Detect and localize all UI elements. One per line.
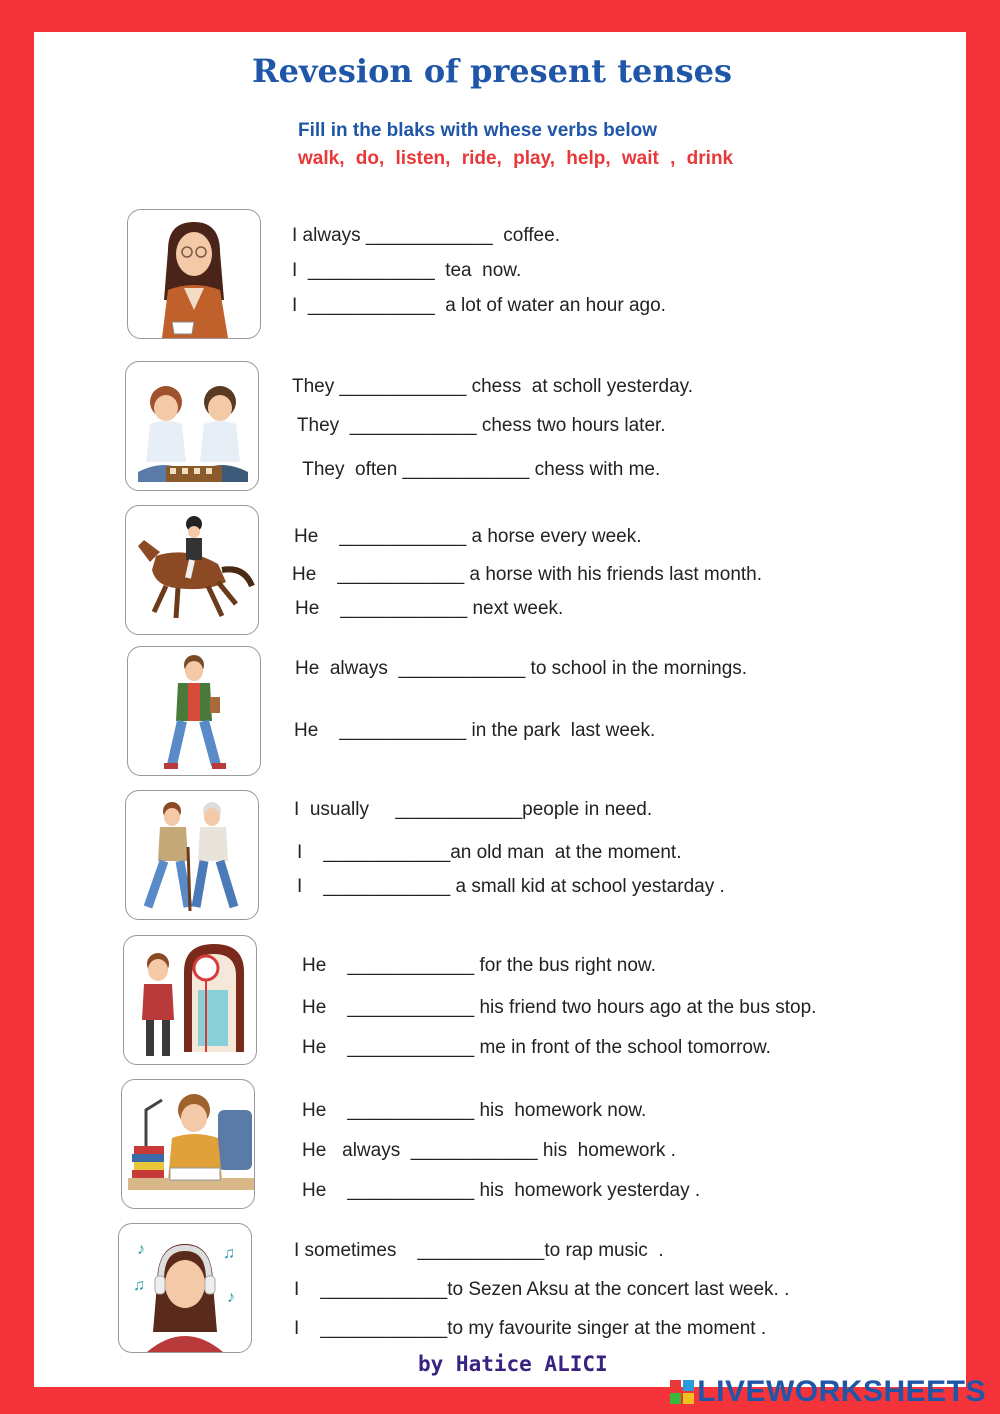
man-helping-elderly-picture bbox=[125, 790, 259, 920]
page-title: Revesion of present tenses bbox=[251, 52, 733, 90]
sentence-line: He ____________ a horse with his friends last month. bbox=[292, 564, 763, 585]
sentence-line: He ____________ a horse every week. bbox=[294, 526, 642, 547]
sentence-line: I sometimes ____________to rap music . bbox=[294, 1240, 664, 1261]
svg-text:♫: ♫ bbox=[223, 1245, 235, 1262]
sentence-line: I usually ____________people in need. bbox=[294, 799, 653, 820]
sentence-line: They ____________ chess two hours later. bbox=[292, 415, 666, 436]
sentence-line: He always ____________ his homework . bbox=[302, 1140, 676, 1161]
sentence-line: I ____________an old man at the moment. bbox=[297, 842, 682, 863]
boy-at-bus-stop-picture bbox=[123, 935, 257, 1065]
sentence-line: He ____________ me in front of the school tomorrow. bbox=[302, 1037, 771, 1058]
sentence-line: I ____________ a lot of water an hour ago. bbox=[292, 295, 666, 316]
sentence-line: I ____________ a small kid at school yestarday . bbox=[297, 876, 725, 897]
sentence-line: I always ____________ coffee. bbox=[292, 225, 560, 246]
brand-text: LIVEWORKSHEETS bbox=[697, 1375, 986, 1408]
woman-with-headphones-picture bbox=[118, 1223, 252, 1353]
sentence-line: He ____________ his friend two hours ago at the bus stop. bbox=[302, 997, 817, 1018]
verb-list: walk, do, listen, ride, play, help, wait , drink bbox=[298, 148, 734, 169]
sentence-line: They ____________ chess at scholl yesterday. bbox=[292, 376, 694, 397]
sentence-line: He ____________ next week. bbox=[295, 598, 564, 619]
sentence-line: He ____________ his homework now. bbox=[302, 1100, 647, 1121]
woman-drinking-coffee-picture bbox=[127, 209, 261, 339]
liveworksheets-brand bbox=[670, 1375, 986, 1409]
sentence-line: He ____________ in the park last week. bbox=[294, 720, 656, 741]
svg-text:♪: ♪ bbox=[227, 1289, 235, 1306]
sentence-line: He ____________ for the bus right now. bbox=[302, 955, 656, 976]
author-credit: by Hatice ALICI bbox=[418, 1352, 608, 1376]
sentence-line: They often ____________ chess with me. bbox=[292, 459, 661, 480]
liveworksheets-logo-icon bbox=[670, 1380, 694, 1404]
sentence-line: I ____________to my favourite singer at the moment . bbox=[294, 1318, 767, 1339]
kids-playing-chess-picture bbox=[125, 361, 259, 491]
boy-doing-homework-picture bbox=[121, 1079, 255, 1209]
boy-walking-picture bbox=[127, 646, 261, 776]
sentence-line: I ____________ tea now. bbox=[292, 260, 522, 281]
sentence-line: He ____________ his homework yesterday . bbox=[302, 1180, 701, 1201]
sentence-line: He always ____________ to school in the mornings. bbox=[295, 658, 748, 679]
svg-text:♫: ♫ bbox=[133, 1277, 145, 1294]
svg-text:♪: ♪ bbox=[137, 1241, 145, 1258]
horse-rider-picture bbox=[125, 505, 259, 635]
instruction-text: Fill in the blaks with whese verbs below bbox=[298, 120, 657, 141]
sentence-line: I ____________to Sezen Aksu at the concert last week. . bbox=[294, 1279, 790, 1300]
